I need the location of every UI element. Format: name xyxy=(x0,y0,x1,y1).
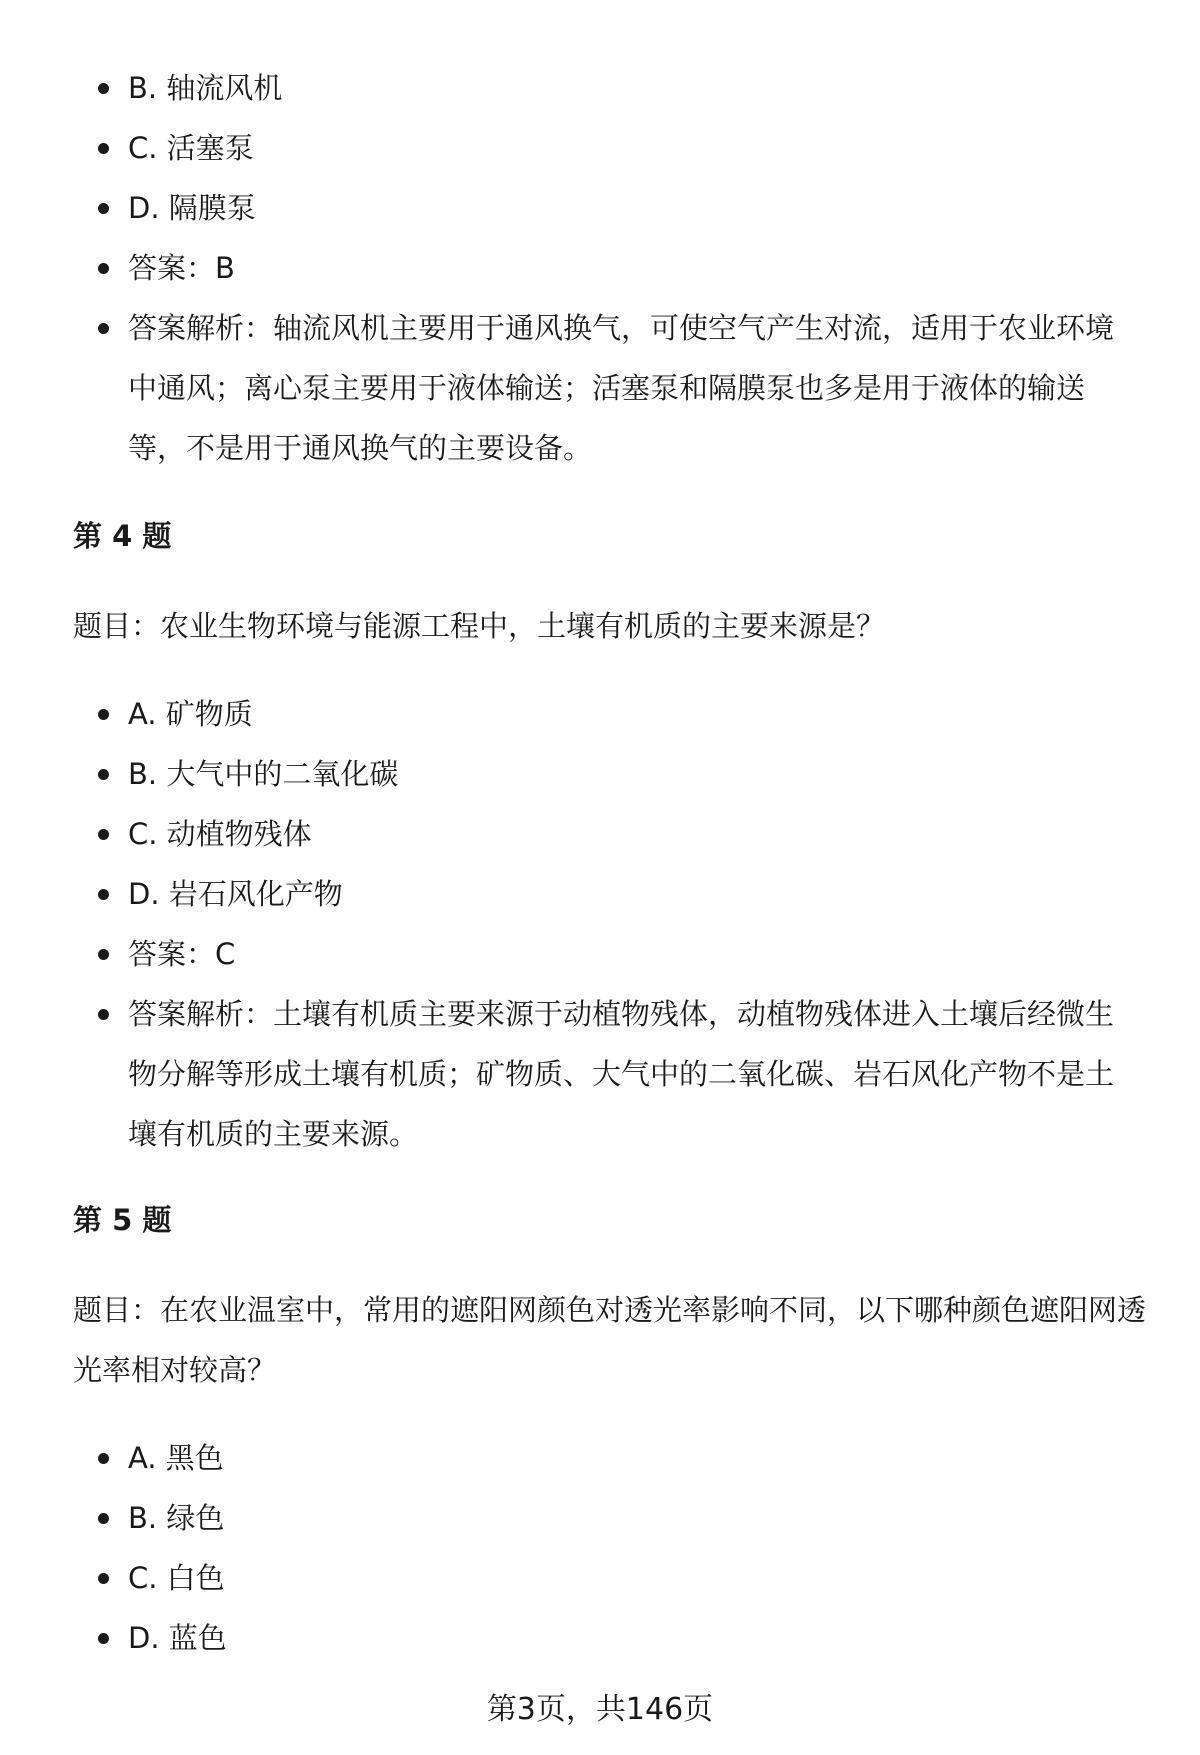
page-number-footer: 第3页，共146页 xyxy=(486,1692,714,1727)
option-d: D. 隔膜泵 xyxy=(0,178,1200,238)
question-5-heading: 第 5 题 xyxy=(73,1203,172,1237)
answer: 答案：B xyxy=(0,238,1200,298)
option-d: D. 岩石风化产物 xyxy=(0,864,1200,924)
answer-explanation: 答案解析：土壤有机质主要来源于动植物残体，动植物残体进入土壤后经微生物分解等形成土壤有机质；矿物质、大气中的二氧化碳、岩石风化产物不是土壤有机质的主要来源。 xyxy=(0,984,1200,1164)
option-b: B. 绿色 xyxy=(0,1488,1200,1548)
question-5-options xyxy=(0,1428,1200,1668)
question-4-heading: 第 4 题 xyxy=(73,519,172,553)
option-c: C. 活塞泵 xyxy=(0,118,1200,178)
question-4-list xyxy=(0,684,1200,1164)
answer: 答案：C xyxy=(0,924,1200,984)
question-4-text: 题目：农业生物环境与能源工程中，土壤有机质的主要来源是？ xyxy=(73,609,886,643)
option-d: D. 蓝色 xyxy=(0,1608,1200,1668)
option-c: C. 白色 xyxy=(0,1548,1200,1608)
option-b: B. 大气中的二氧化碳 xyxy=(0,744,1200,804)
question-4-options xyxy=(0,684,1200,1164)
question-3-list xyxy=(0,58,1200,478)
question-5-text: 题目：在农业温室中，常用的遮阳网颜色对透光率影响不同，以下哪种颜色遮阳网透光率相对较高？ xyxy=(73,1293,1147,1387)
option-a: A. 黑色 xyxy=(0,1428,1200,1488)
question-3-continued xyxy=(0,58,1200,478)
option-a: A. 矿物质 xyxy=(0,684,1200,744)
question-5-list xyxy=(0,1428,1200,1668)
option-c: C. 动植物残体 xyxy=(0,804,1200,864)
answer-explanation: 答案解析：轴流风机主要用于通风换气，可使空气产生对流，适用于农业环境中通风；离心泵主要用于液体输送；活塞泵和隔膜泵也多是用于液体的输送等，不是用于通风换气的主要设备。 xyxy=(0,298,1200,478)
option-b: B. 轴流风机 xyxy=(0,58,1200,118)
